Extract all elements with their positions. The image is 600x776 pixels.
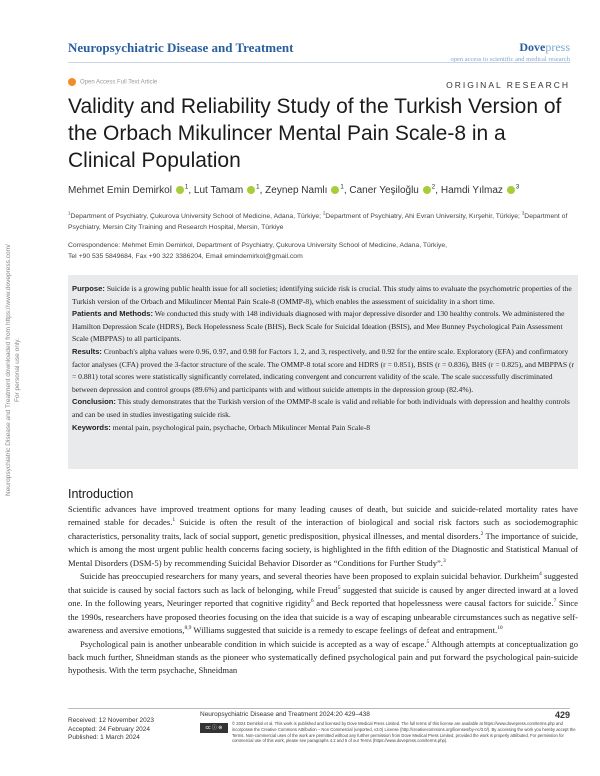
orcid-icon[interactable] — [247, 186, 255, 194]
open-access-label — [68, 78, 157, 86]
abstract-results — [72, 346, 574, 396]
affiliation: Department of Psychiatry, Ahi Evran University, Kırşehir, Türkiye; — [325, 213, 520, 220]
author-name[interactable]: Mehmet Emin Demirkol — [68, 185, 172, 196]
citation-ref[interactable]: 5 — [426, 638, 430, 645]
brand-light: press — [545, 40, 570, 54]
watermark-line: For personal use only. — [14, 338, 21, 402]
citation-ref[interactable]: 4 — [539, 571, 542, 578]
author-name[interactable]: Zeynep Namlı — [265, 185, 328, 196]
open-access-icon — [68, 78, 76, 86]
article-type: ORIGINAL RESEARCH — [446, 80, 570, 90]
citation-ref[interactable]: 5 — [337, 584, 341, 591]
text: Suicide has preoccupied researchers for many years, and several theories have been proposed to explain suicidal behavior. Durkheim — [80, 571, 540, 582]
abstract-purpose — [72, 283, 574, 308]
article-dates — [68, 717, 154, 743]
text: Williams suggested that suicide is a remedy to escape feelings of defeat and entrapment. — [191, 625, 498, 636]
text: and Beck reported that hopelessness were causal factors for suicide. — [313, 598, 554, 609]
citation-ref[interactable]: 8,9 — [184, 625, 192, 632]
cc-license-badge[interactable]: cc ⓘ ⊜ — [200, 723, 228, 733]
abstract-conclusion — [72, 396, 574, 421]
abstract-text: Cronbach's alpha values were 0.96, 0.97, and 0.98 for Factors 1, 2, and 3, respectively, and 0.92 for the entire scale. Exploratory (EFA) and confirmatory factor analyses (CFA) proved the 3-factor structure of the scale. The OMMP-8 total score and HDRS (r = 0.851), BSIS (r = 0.836), BHS (r = 0.825), and MBPPAS (r = 0.881) total scores were statistically significantly correlated, indicating convergent and concurrent validity of the scale. The scale successfully discriminated between depression and control groups (89.6%) and participants with and without suicide attempts in the depression group (82.4%). — [72, 346, 575, 394]
citation-ref[interactable]: 7 — [553, 598, 557, 605]
author-name[interactable]: Lut Tamam — [193, 185, 244, 196]
citation-ref[interactable]: 1 — [172, 517, 176, 524]
orcid-icon[interactable] — [176, 186, 184, 194]
affil-number: 1 — [68, 210, 71, 216]
abstract-text: Suicide is a growing public health issue for all societies; identifying suicide risk is crucial. This study aims to evaluate the psychometric properties of the Turkish version of the Orbach and Mikulincer Mental Pain Scale-8 (OMMP-8), which enables the assessment of suicidality in a short time. — [72, 284, 572, 306]
citation-ref[interactable]: 3 — [442, 557, 446, 564]
abstract-methods — [72, 308, 574, 346]
brand-bold: Dove — [519, 40, 546, 54]
publisher-logo[interactable] — [519, 40, 570, 55]
author-affil-sup: 1 — [255, 183, 260, 191]
section-heading: Introduction — [68, 487, 134, 501]
affiliation: Department of Psychiatry, Çukurova University School of Medicine, Adana, Türkiye; — [70, 213, 322, 220]
author-affil-sup: 2 — [431, 183, 436, 191]
footer-rule — [68, 708, 570, 709]
affiliations — [68, 211, 578, 233]
orcid-icon[interactable] — [423, 186, 431, 194]
license-text: © 2024 Demirkol et al. This work is published and licensed by Dove Medical Press Limited. The full terms of this license are available at https://www.dovepress.com/terms.php and incorporate the Creative Commons Attribution – Non Commercial (unported, v3.0) License (http://creativecommons.org/licenses/by-nc/3.0/). By accessing the work you hereby accept the Terms. Non-commercial uses of the work are permitted without any further permission from Dove Medical Press Limited, provided the work is properly attributed. For permission for commercial use of this work, please see paragraphs 4.2 and 5 of our Terms (https://www.dovepress.com/terms.php). — [232, 721, 576, 744]
text: suggested that suicide is caused by anger directed inward at a loved one. In the following years, Neuringer reported that cognitive rigidity — [68, 584, 578, 609]
citation-ref[interactable]: 6 — [310, 598, 314, 605]
footer-citation: Neuropsychiatric Disease and Treatment 2024:20 429–438 — [200, 711, 370, 718]
abstract-label: Patients and Methods: — [72, 309, 154, 319]
text: Psychological pain is another unbearable condition in which suicide is accepted as a way of escape. — [80, 638, 427, 649]
orcid-icon[interactable] — [331, 186, 339, 194]
text: Although attempts at conceptualization go back much further, Shneidman stands as the pioneer who systematically defined psychological pain and put forward the psychological pain-suicide hypothesis. With the term psychache, Shneidman — [68, 638, 578, 676]
author-affil-sup: 1 — [184, 183, 189, 191]
journal-name: Neuropsychiatric Disease and Treatment — [68, 40, 294, 55]
author-name[interactable]: Caner Yeşiloğlu — [349, 185, 419, 196]
abstract-box — [68, 275, 578, 469]
correspondence-line: Correspondence: Mehmet Emin Demirkol, Department of Psychiatry, Çukurova University School of Medicine, Adana, Türkiye, — [68, 242, 448, 249]
citation-ref[interactable]: 2 — [480, 531, 484, 538]
affiliation: Department of Psychiatry, Mersin City Training and Research Hospital, Mersin, Türkiye — [68, 213, 568, 231]
publisher-tagline: open access to scientific and medical research — [450, 56, 570, 63]
keywords-text: mental pain, psychological pain, psychache, Orbach Mikulincer Mental Pain Scale-8 — [112, 422, 370, 432]
received-date: Received: 12 November 2023 — [68, 717, 154, 724]
orcid-icon[interactable] — [507, 186, 515, 194]
abstract-label: Conclusion: — [72, 397, 116, 407]
author-list: Mehmet Emin Demirkol $^1$, Lut Tamam $^1$, Zeynep Namlı $^1$, Caner Yeşiloğlu $^2$, Hamdi Yılmaz $^3$ — [68, 183, 520, 196]
text: Since the 1990s, researchers have proposed theories focusing on the idea that suicide is a way of escaping unbearable circumstances such as negative self-awareness and aversive emotions, — [68, 598, 578, 636]
paragraph — [68, 570, 578, 637]
text: The importance of suicide, which is among the most urgent public health concerns facing society, is highlighted in the fifth edition of the Diagnostic and Statistical Manual of Mental Disorders (DSM-5) by recommending Suicidal Behavior Disorder as “Conditions for Further Study”. — [68, 530, 579, 568]
abstract-keywords — [72, 422, 574, 435]
abstract-label: Keywords: — [72, 422, 111, 432]
paragraph — [68, 503, 578, 570]
text: suggested that suicide is caused by social factors such as lack of belonging, while Freud — [68, 571, 578, 595]
text: Scientific advances have improved treatment options for many leading causes of death, but suicide and suicide-related mortality rates have remained stable for decades. — [68, 504, 578, 528]
download-watermark — [4, 175, 24, 565]
open-access-text: Open Access Full Text Article — [80, 79, 158, 86]
introduction-body — [68, 503, 578, 678]
abstract-label: Results: — [72, 346, 102, 356]
correspondence-contact: Tel +90 535 5849684, Fax +90 322 3386204, Email emindemirkol@gmail.com — [68, 253, 303, 260]
header-rule — [68, 62, 570, 63]
abstract-text: We conducted this study with 148 individuals diagnosed with major depressive disorder and 130 healthy controls. We administered the Hamilton Depression Scale (HDRS), Beck Hopelessness Scale (BHS), Beck Scale for Suicidal Ideation (BSIS), and Mee Bunney Psychological Pain Assessment Scale (MBPPAS) to all participants. — [72, 309, 565, 344]
watermark-line: Neuropsychiatric Disease and Treatment downloaded from https://www.dovepress.com/ — [5, 244, 12, 496]
published-date: Published: 1 March 2024 — [68, 734, 140, 741]
accepted-date: Accepted: 24 February 2024 — [68, 725, 151, 733]
affil-number: 2 — [322, 210, 326, 216]
affil-number: 3 — [521, 210, 525, 216]
page-number: 429 — [554, 710, 570, 720]
article-title: Validity and Reliability Study of the Turkish Version of the Orbach Mikulincer Mental Pain Scale-8 in a Clinical Population — [68, 95, 562, 172]
abstract-label: Purpose: — [72, 284, 105, 293]
correspondence — [68, 240, 578, 262]
abstract-text: This study demonstrates that the Turkish version of the OMMP-8 scale is valid and reliable for both individuals with depression and healthy controls and can be used in studies investigating suicide risk. — [72, 397, 570, 419]
paragraph — [68, 638, 578, 678]
author-affil-sup: 1 — [340, 183, 344, 191]
author-affil-sup: 3 — [515, 183, 520, 191]
citation-ref[interactable]: 10 — [497, 625, 503, 632]
author-name[interactable]: Hamdi Yılmaz — [440, 185, 503, 196]
text: Suicide is often the result of the interaction of biological and social risk factors such as sociodemographic characteristics, personality traits, lack of social support, genetic predisposition, physical illnesses, and mental disorders. — [68, 517, 578, 541]
